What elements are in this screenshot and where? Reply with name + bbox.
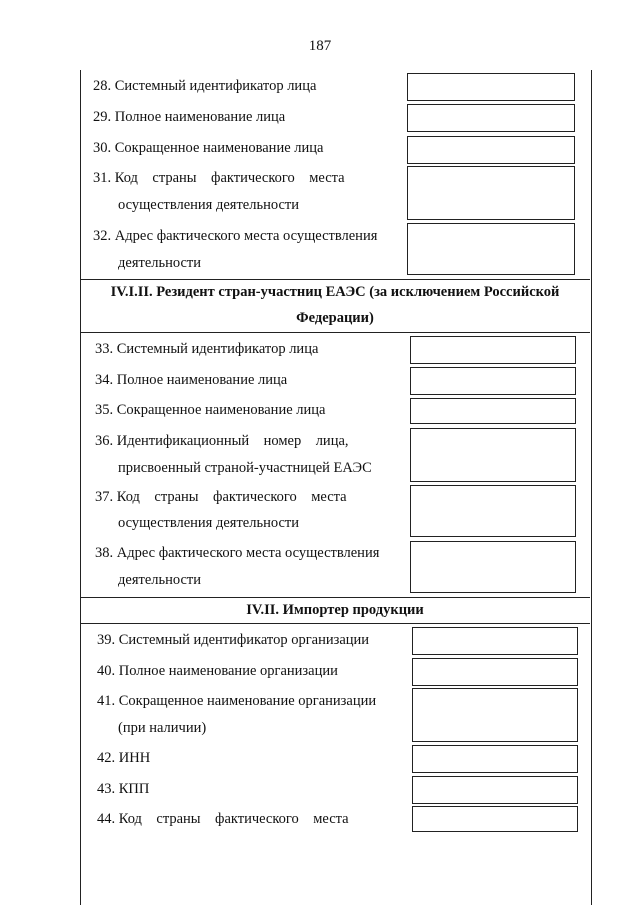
section-4-1-2-title-line1: IV.I.II. Резидент стран-участниц ЕАЭС (за исключением Российской xyxy=(110,284,560,300)
item-38-label-line1: 38. Адрес фактического места осуществления xyxy=(95,545,380,561)
item-42-label: 42. ИНН xyxy=(97,750,151,766)
item-43-field[interactable] xyxy=(412,776,578,804)
item-44-field[interactable] xyxy=(412,806,578,832)
item-32-field[interactable] xyxy=(407,223,575,275)
section-divider xyxy=(80,623,590,624)
page-number: 187 xyxy=(308,38,332,54)
item-40-field[interactable] xyxy=(412,658,578,686)
item-32-label-line2: деятельности xyxy=(118,255,202,271)
item-37-field[interactable] xyxy=(410,485,576,537)
item-31-label-line2: осуществления деятельности xyxy=(118,197,299,213)
item-44-label-line1: 44. Код страны фактического места xyxy=(97,811,349,827)
section-4-1-2-title-line2: Федерации) xyxy=(296,310,374,326)
item-38-label-line2: деятельности xyxy=(118,572,202,588)
item-34-field[interactable] xyxy=(410,367,576,395)
item-42-field[interactable] xyxy=(412,745,578,773)
item-32-label-line1: 32. Адрес фактического места осуществления xyxy=(93,228,378,244)
item-31-field[interactable] xyxy=(407,166,575,220)
item-39-label: 39. Системный идентификатор организации xyxy=(97,632,370,648)
item-35-field[interactable] xyxy=(410,398,576,424)
item-30-label: 30. Сокращенное наименование лица xyxy=(93,140,324,156)
section-divider xyxy=(80,332,590,333)
item-36-label-line2: присвоенный страной-участницей ЕАЭС xyxy=(118,460,372,476)
item-28-label: 28. Системный идентификатор лица xyxy=(93,78,317,94)
item-34-label: 34. Полное наименование лица xyxy=(95,372,288,388)
item-31-label-line1: 31. Код страны фактического места xyxy=(93,170,345,186)
item-37-label-line1: 37. Код страны фактического места xyxy=(95,489,347,505)
item-41-label-line2: (при наличии) xyxy=(118,720,207,736)
item-33-label: 33. Системный идентификатор лица xyxy=(95,341,319,357)
item-28-field[interactable] xyxy=(407,73,575,101)
item-29-field[interactable] xyxy=(407,104,575,132)
item-38-field[interactable] xyxy=(410,541,576,593)
section-4-2-title: IV.II. Импортер продукции xyxy=(246,602,424,618)
item-29-label: 29. Полное наименование лица xyxy=(93,109,286,125)
item-41-label-line1: 41. Сокращенное наименование организации xyxy=(97,693,377,709)
item-35-label: 35. Сокращенное наименование лица xyxy=(95,402,326,418)
item-30-field[interactable] xyxy=(407,136,575,164)
item-43-label: 43. КПП xyxy=(97,781,150,797)
item-36-field[interactable] xyxy=(410,428,576,482)
item-39-field[interactable] xyxy=(412,627,578,655)
item-36-label-line1: 36. Идентификационный номер лица, xyxy=(95,433,349,449)
item-40-label: 40. Полное наименование организации xyxy=(97,663,338,679)
item-41-field[interactable] xyxy=(412,688,578,742)
item-37-label-line2: осуществления деятельности xyxy=(118,515,299,531)
item-33-field[interactable] xyxy=(410,336,576,364)
